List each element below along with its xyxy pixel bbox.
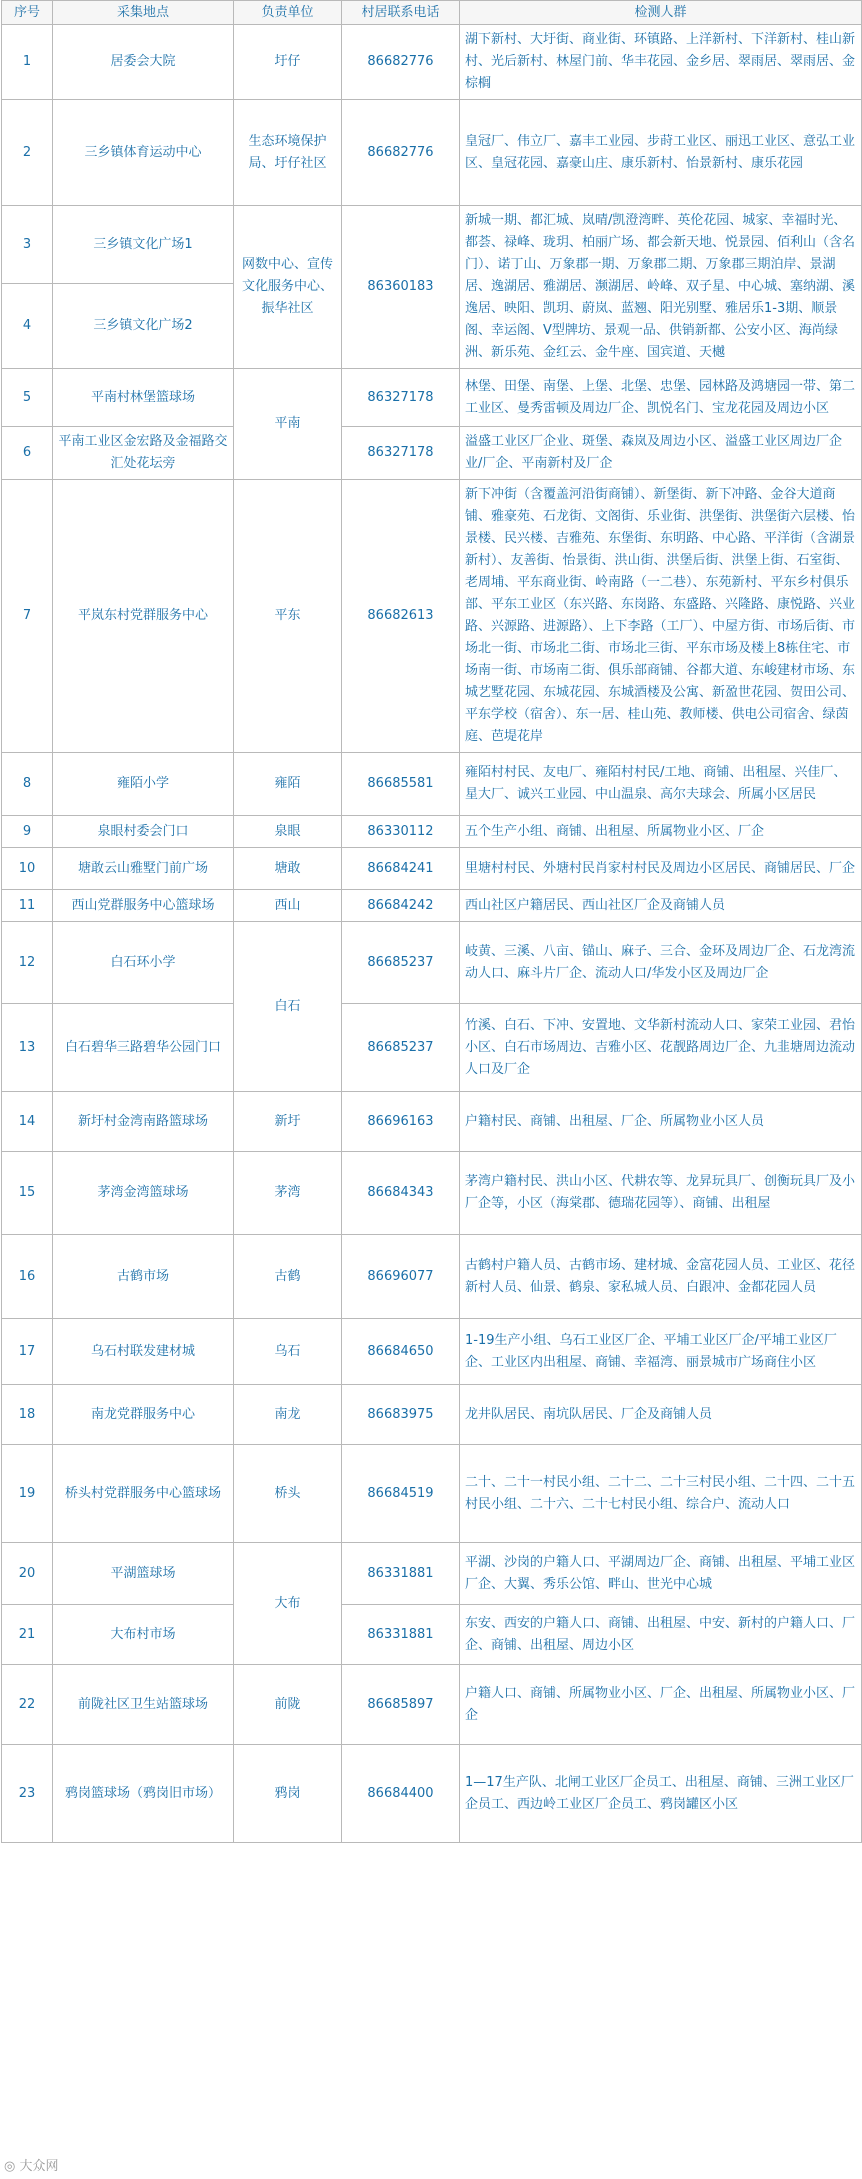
table-row bbox=[2, 1385, 862, 1445]
row-unit: 圩仔 bbox=[234, 25, 342, 100]
row-no: 23 bbox=[2, 1745, 53, 1843]
watermark-logo-icon: ◎ bbox=[4, 2159, 20, 2174]
row-group: 五个生产小组、商铺、出租屋、所属物业小区、厂企 bbox=[460, 816, 862, 848]
row-site: 平岚东村党群服务中心 bbox=[53, 480, 234, 753]
row-group: 1-19生产小组、乌石工业区厂企、平埔工业区厂企/平埔工业区厂企、工业区内出租屋、商铺、幸福湾、丽景城市广场商住小区 bbox=[460, 1319, 862, 1385]
row-group: 雍陌村村民、友电厂、雍陌村村民/工地、商铺、出租屋、兴佳厂、星大厂、诚兴工业园、中山温泉、高尔夫球会、所属小区居民 bbox=[460, 753, 862, 816]
row-site: 居委会大院 bbox=[53, 25, 234, 100]
watermark-text: 大众网 bbox=[19, 2159, 59, 2174]
row-site: 桥头村党群服务中心篮球场 bbox=[53, 1445, 234, 1543]
row-no: 21 bbox=[2, 1605, 53, 1665]
table-row bbox=[2, 1445, 862, 1543]
row-phone: 86327178 bbox=[342, 369, 460, 427]
row-site: 平湖篮球场 bbox=[53, 1543, 234, 1605]
row-unit: 白石 bbox=[234, 922, 342, 1092]
row-site: 平南村林堡篮球场 bbox=[53, 369, 234, 427]
row-phone: 86684241 bbox=[342, 848, 460, 890]
table-row bbox=[2, 816, 862, 848]
table-row bbox=[2, 369, 862, 427]
table-row bbox=[2, 1004, 862, 1092]
row-unit: 网数中心、宣传文化服务中心、振华社区 bbox=[234, 206, 342, 369]
row-site: 大布村市场 bbox=[53, 1605, 234, 1665]
row-no: 11 bbox=[2, 890, 53, 922]
row-no: 10 bbox=[2, 848, 53, 890]
row-site: 三乡镇体育运动中心 bbox=[53, 100, 234, 206]
row-unit: 茅湾 bbox=[234, 1152, 342, 1235]
table-row bbox=[2, 480, 862, 753]
row-unit: 古鹤 bbox=[234, 1235, 342, 1319]
row-group: 新城一期、都汇城、岚晴/凯澄湾畔、英伦花园、城家、幸福时光、都荟、禄峰、珑玥、柏丽广场、都会新天地、悦景园、佰利山（含名门）、诺丁山、万象郡一期、万象郡二期、万象郡三期泊岸、景湖居、逸湖居、雅湖居、濒湖居、岭峰、双子星、中心城、塞纳湖、溪逸居、映阳、凯玥、蔚岚、蓝翘、阳光别墅、雅居乐1-3期、顺景阁、幸运阁、V型牌坊、景观一品、供销新都、公安小区、海尚绿洲、新乐苑、金红云、金牛座、国宾道、天樾 bbox=[460, 206, 862, 369]
row-phone: 86696077 bbox=[342, 1235, 460, 1319]
row-no: 20 bbox=[2, 1543, 53, 1605]
row-group: 1—17生产队、北闸工业区厂企员工、出租屋、商铺、三洲工业区厂企员工、西边岭工业区厂企员工、鸦岗罐区小区 bbox=[460, 1745, 862, 1843]
row-no: 15 bbox=[2, 1152, 53, 1235]
row-group: 平湖、沙岗的户籍人口、平湖周边厂企、商铺、出租屋、平埔工业区厂企、大翼、秀乐公馆、畔山、世光中心城 bbox=[460, 1543, 862, 1605]
row-site: 泉眼村委会门口 bbox=[53, 816, 234, 848]
row-unit: 西山 bbox=[234, 890, 342, 922]
row-group: 岐黄、三溪、八亩、锚山、麻子、三合、金环及周边厂企、石龙湾流动人口、麻斗片厂企、流动人口/华发小区及周边厂企 bbox=[460, 922, 862, 1004]
row-site: 雍陌小学 bbox=[53, 753, 234, 816]
row-unit: 乌石 bbox=[234, 1319, 342, 1385]
row-unit: 南龙 bbox=[234, 1385, 342, 1445]
row-phone: 86682776 bbox=[342, 25, 460, 100]
table-row bbox=[2, 1092, 862, 1152]
row-phone: 86682613 bbox=[342, 480, 460, 753]
row-group: 西山社区户籍居民、西山社区厂企及商铺人员 bbox=[460, 890, 862, 922]
header-row bbox=[2, 1, 862, 25]
row-no: 14 bbox=[2, 1092, 53, 1152]
table-row bbox=[2, 1745, 862, 1843]
row-unit: 雍陌 bbox=[234, 753, 342, 816]
table-row bbox=[2, 922, 862, 1004]
row-site: 古鹤市场 bbox=[53, 1235, 234, 1319]
row-site: 西山党群服务中心篮球场 bbox=[53, 890, 234, 922]
row-site: 塘敢云山雅墅门前广场 bbox=[53, 848, 234, 890]
row-no: 7 bbox=[2, 480, 53, 753]
watermark bbox=[4, 2155, 59, 2174]
row-phone: 86684400 bbox=[342, 1745, 460, 1843]
row-site: 白石碧华三路碧华公园门口 bbox=[53, 1004, 234, 1092]
table-row bbox=[2, 1152, 862, 1235]
row-no: 4 bbox=[2, 284, 53, 369]
row-phone: 86684650 bbox=[342, 1319, 460, 1385]
row-phone: 86684343 bbox=[342, 1152, 460, 1235]
row-phone: 86685581 bbox=[342, 753, 460, 816]
row-site: 茅湾金湾篮球场 bbox=[53, 1152, 234, 1235]
table-row bbox=[2, 1605, 862, 1665]
row-phone: 86683975 bbox=[342, 1385, 460, 1445]
header-no: 序号 bbox=[2, 1, 53, 25]
row-group: 东安、西安的户籍人口、商铺、出租屋、中安、新村的户籍人口、厂企、商铺、出租屋、周边小区 bbox=[460, 1605, 862, 1665]
row-phone: 86685897 bbox=[342, 1665, 460, 1745]
row-group: 古鹤村户籍人员、古鹤市场、建材城、金富花园人员、工业区、花径新村人员、仙景、鹤泉、家私城人员、白跟冲、金都花园人员 bbox=[460, 1235, 862, 1319]
table-row bbox=[2, 1319, 862, 1385]
row-unit: 鸦岗 bbox=[234, 1745, 342, 1843]
row-no: 22 bbox=[2, 1665, 53, 1745]
row-no: 3 bbox=[2, 206, 53, 284]
table-row bbox=[2, 206, 862, 284]
row-group: 湖下新村、大圩街、商业街、环镇路、上洋新村、下洋新村、桂山新村、光后新村、林屋门前、华丰花园、金乡居、翠雨居、翠雨居、金棕榈 bbox=[460, 25, 862, 100]
header-unit: 负责单位 bbox=[234, 1, 342, 25]
row-site: 乌石村联发建材城 bbox=[53, 1319, 234, 1385]
row-no: 16 bbox=[2, 1235, 53, 1319]
row-no: 5 bbox=[2, 369, 53, 427]
row-phone: 86684519 bbox=[342, 1445, 460, 1543]
row-no: 8 bbox=[2, 753, 53, 816]
detection-sites-table bbox=[1, 0, 862, 1843]
row-group: 新下冲街（含覆盖河沿街商铺）、新堡街、新下冲路、金谷大道商铺、雅豪苑、石龙街、文阁街、乐业街、洪堡街、洪堡街六层楼、怡景楼、民兴楼、吉雅苑、东堡街、东明路、中心路、平洋街（含湖景新村）、友善街、怡景街、洪山街、洪堡后街、洪堡上街、石室街、老周埔、平东商业街、岭南路（一二巷）、东苑新村、平东乡村俱乐部、平东工业区（东兴路、东岗路、东盛路、兴隆路、康悦路、兴业路、兴源路、进源路）、上下李路（工厂）、中屋方街、市场后街、市场北一街、市场北二街、市场北三街、平东市场及楼上8栋住宅、市场南一街、市场南二街、俱乐部商铺、谷都大道、东峻建材市场、东城艺墅花园、东城花园、东城酒楼及公寓、新盈世花园、贺田公司、平东学校（宿舍）、东一居、桂山苑、教师楼、供电公司宿舍、绿茵庭、芭堤花岸 bbox=[460, 480, 862, 753]
row-phone: 86331881 bbox=[342, 1543, 460, 1605]
row-group: 户籍村民、商铺、出租屋、厂企、所属物业小区人员 bbox=[460, 1092, 862, 1152]
row-unit: 塘敢 bbox=[234, 848, 342, 890]
row-phone: 86682776 bbox=[342, 100, 460, 206]
table-row bbox=[2, 427, 862, 480]
header-group: 检测人群 bbox=[460, 1, 862, 25]
table-row bbox=[2, 25, 862, 100]
row-no: 2 bbox=[2, 100, 53, 206]
row-site: 三乡镇文化广场1 bbox=[53, 206, 234, 284]
row-phone: 86327178 bbox=[342, 427, 460, 480]
row-unit: 新圩 bbox=[234, 1092, 342, 1152]
row-site: 新圩村金湾南路篮球场 bbox=[53, 1092, 234, 1152]
row-unit: 大布 bbox=[234, 1543, 342, 1665]
table-row bbox=[2, 1235, 862, 1319]
row-no: 19 bbox=[2, 1445, 53, 1543]
row-phone: 86684242 bbox=[342, 890, 460, 922]
row-no: 9 bbox=[2, 816, 53, 848]
table-row bbox=[2, 1543, 862, 1605]
row-unit: 平东 bbox=[234, 480, 342, 753]
header-site: 采集地点 bbox=[53, 1, 234, 25]
table-row bbox=[2, 753, 862, 816]
row-no: 17 bbox=[2, 1319, 53, 1385]
row-group: 二十、二十一村民小组、二十二、二十三村民小组、二十四、二十五村民小组、二十六、二十七村民小组、综合户、流动人口 bbox=[460, 1445, 862, 1543]
row-site: 鸦岗篮球场（鸦岗旧市场） bbox=[53, 1745, 234, 1843]
table-row bbox=[2, 848, 862, 890]
row-no: 6 bbox=[2, 427, 53, 480]
row-group: 龙井队居民、南坑队居民、厂企及商铺人员 bbox=[460, 1385, 862, 1445]
row-group: 竹溪、白石、下冲、安置地、文华新村流动人口、家荣工业园、君怡小区、白石市场周边、吉雅小区、花靓路周边厂企、九韭塘周边流动人口及厂企 bbox=[460, 1004, 862, 1092]
row-site: 三乡镇文化广场2 bbox=[53, 284, 234, 369]
row-phone: 86360183 bbox=[342, 206, 460, 369]
row-no: 12 bbox=[2, 922, 53, 1004]
row-group: 里塘村村民、外塘村民肖家村村民及周边小区居民、商铺居民、厂企 bbox=[460, 848, 862, 890]
row-phone: 86696163 bbox=[342, 1092, 460, 1152]
row-group: 林堡、田堡、南堡、上堡、北堡、忠堡、园林路及鸿塘园一带、第二工业区、曼秀雷顿及周边厂企、凯悦名门、宝龙花园及周边小区 bbox=[460, 369, 862, 427]
table-row bbox=[2, 1665, 862, 1745]
row-group: 茅湾户籍村民、洪山小区、代耕农等、龙昇玩具厂、创衡玩具厂及小厂企等，小区（海棠郡、德瑞花园等）、商铺、出租屋 bbox=[460, 1152, 862, 1235]
row-no: 1 bbox=[2, 25, 53, 100]
row-unit: 前陇 bbox=[234, 1665, 342, 1745]
row-phone: 86331881 bbox=[342, 1605, 460, 1665]
row-no: 18 bbox=[2, 1385, 53, 1445]
row-phone: 86330112 bbox=[342, 816, 460, 848]
row-site: 白石环小学 bbox=[53, 922, 234, 1004]
row-unit: 生态环境保护局、圩仔社区 bbox=[234, 100, 342, 206]
table-row bbox=[2, 890, 862, 922]
row-no: 13 bbox=[2, 1004, 53, 1092]
row-phone: 86685237 bbox=[342, 922, 460, 1004]
row-unit: 泉眼 bbox=[234, 816, 342, 848]
table-row bbox=[2, 100, 862, 206]
row-group: 皇冠厂、伟立厂、嘉丰工业园、步莳工业区、丽迅工业区、意弘工业区、皇冠花园、嘉豪山庄、康乐新村、怡景新村、康乐花园 bbox=[460, 100, 862, 206]
row-unit: 平南 bbox=[234, 369, 342, 480]
row-unit: 桥头 bbox=[234, 1445, 342, 1543]
row-group: 溢盛工业区厂企业、斑堡、森岚及周边小区、溢盛工业区周边厂企业/厂企、平南新村及厂企 bbox=[460, 427, 862, 480]
row-site: 南龙党群服务中心 bbox=[53, 1385, 234, 1445]
row-site: 平南工业区金宏路及金福路交汇处花坛旁 bbox=[53, 427, 234, 480]
row-site: 前陇社区卫生站篮球场 bbox=[53, 1665, 234, 1745]
header-phone: 村居联系电话 bbox=[342, 1, 460, 25]
row-group: 户籍人口、商铺、所属物业小区、厂企、出租屋、所属物业小区、厂企 bbox=[460, 1665, 862, 1745]
row-phone: 86685237 bbox=[342, 1004, 460, 1092]
